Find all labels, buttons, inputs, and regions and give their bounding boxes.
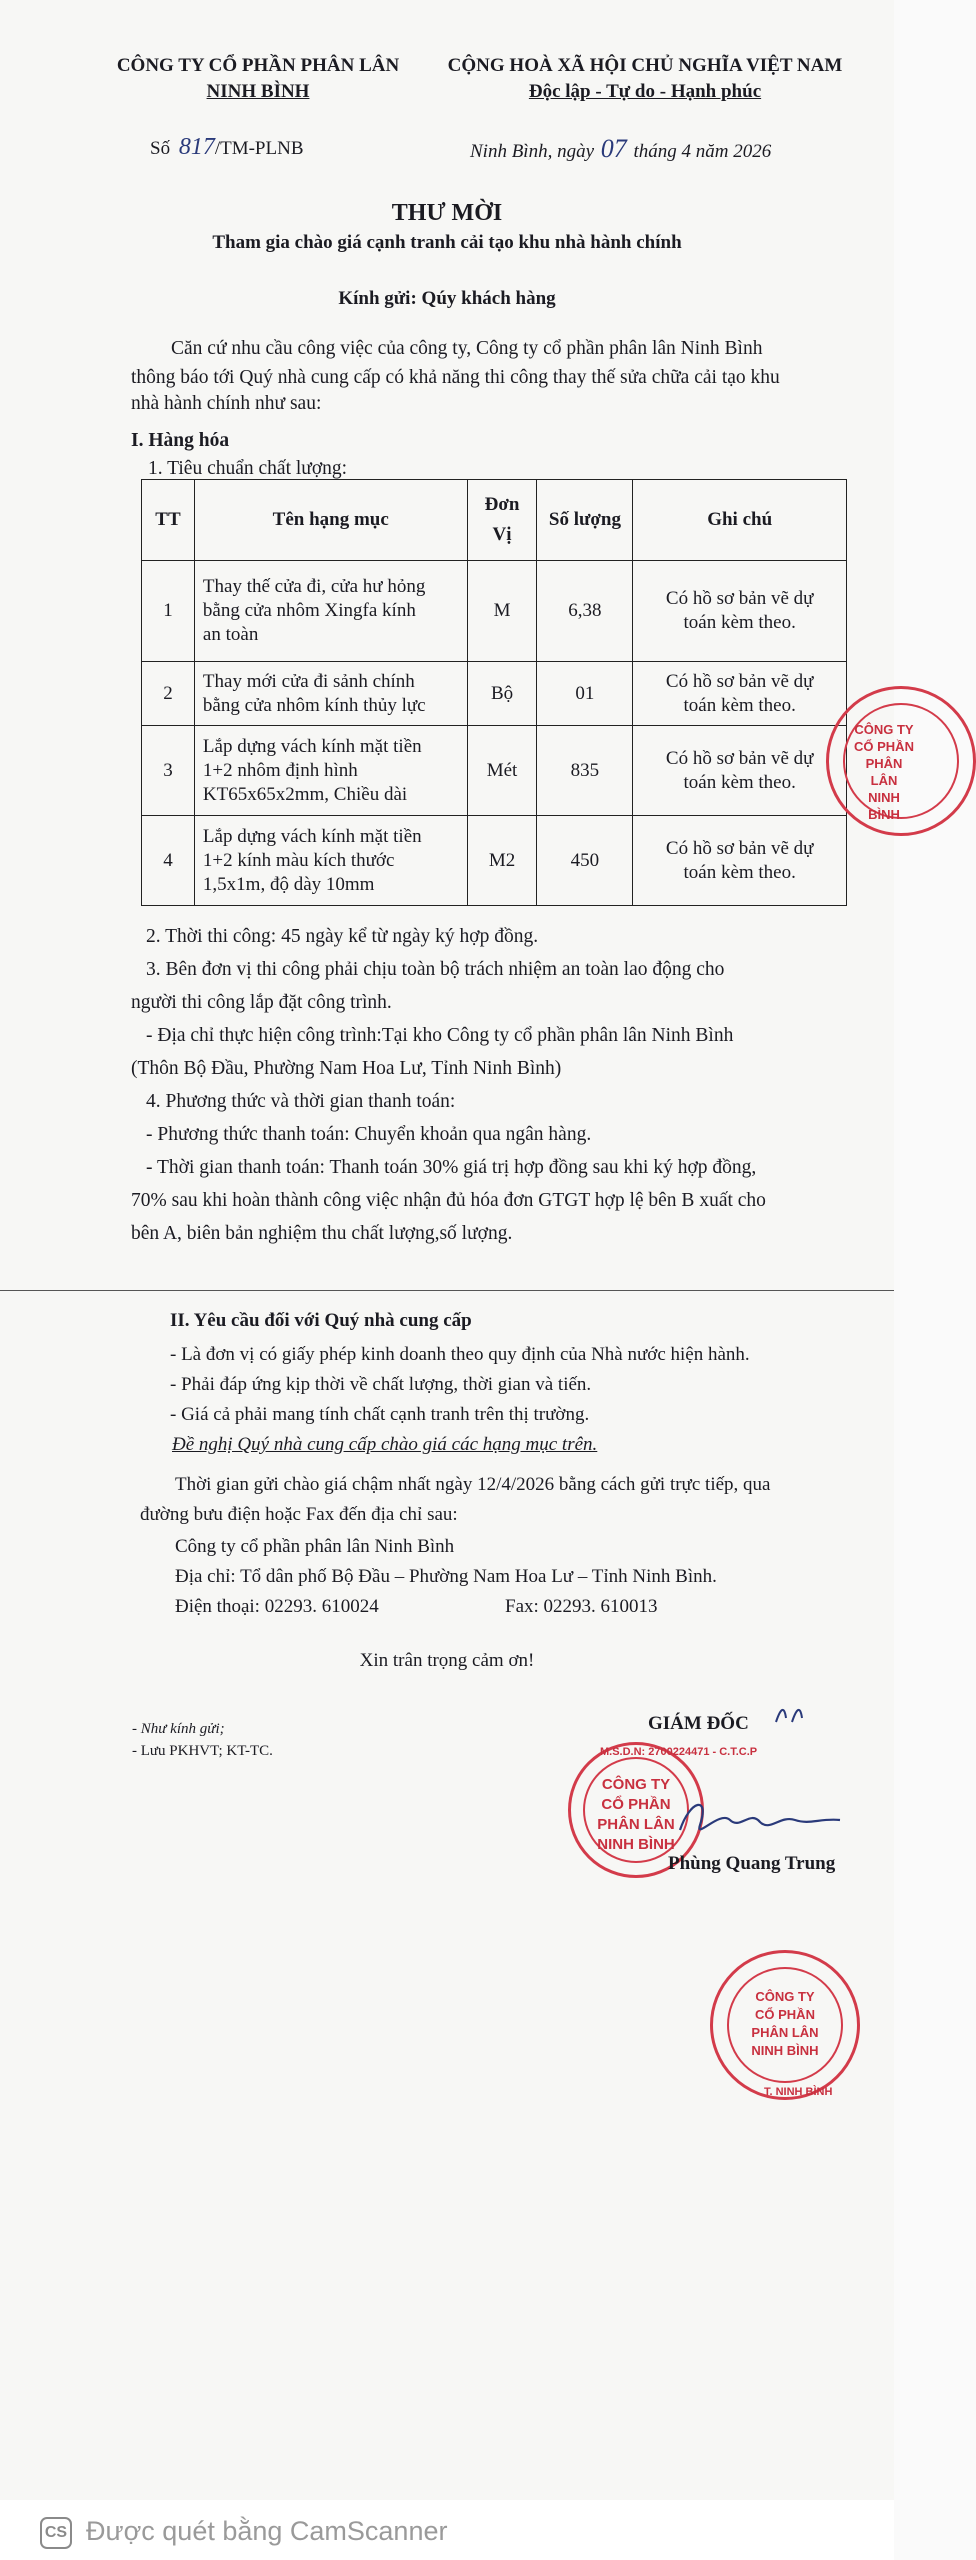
row-note xyxy=(633,816,847,906)
stamp-line: PHÂN LÂN xyxy=(597,1816,675,1833)
section2-heading: II. Yêu cầu đối với Quý nhà cung cấp xyxy=(170,1310,472,1331)
row-note-line: Có hồ sơ bản vẽ dự xyxy=(665,670,814,692)
row-note-line: toán kèm theo. xyxy=(683,861,796,883)
row-qty: 450 xyxy=(537,816,633,906)
row-tt: 1 xyxy=(142,561,195,662)
row-name xyxy=(194,561,467,662)
stamp-line: CÔNG TY xyxy=(854,722,914,737)
stamp-line: NINH BÌNH xyxy=(597,1836,675,1853)
row-qty: 835 xyxy=(537,726,633,816)
row-note-line: Có hồ sơ bản vẽ dự xyxy=(665,747,814,769)
contact-block xyxy=(175,1532,855,1622)
partial-stamp-text xyxy=(854,721,914,823)
contact-company: Công ty cổ phần phân lân Ninh Bình xyxy=(175,1536,455,1557)
row-name xyxy=(194,662,467,726)
row-note xyxy=(633,561,847,662)
intro-line: nhà hành chính như sau: xyxy=(131,393,322,414)
deadline-line: Thời gian gửi chào giá chậm nhất ngày 12/4/2026 bằng cách gửi trực tiếp, qua xyxy=(175,1474,771,1495)
recipient-line: - Lưu PKHVT; KT-TC. xyxy=(132,1743,273,1759)
term-time: 2. Thời thi công: 45 ngày kể từ ngày ký hợp đồng. xyxy=(146,926,539,947)
row-tt: 2 xyxy=(142,662,195,726)
row-name-line: Thay mới cửa đi sảnh chính xyxy=(202,670,415,692)
row-name-line: KT65x65x2mm, Chiều dài xyxy=(202,783,408,805)
row-qty: 6,38 xyxy=(537,561,633,662)
row-qty: 01 xyxy=(537,662,633,726)
header-unit-line2: Vị xyxy=(492,524,512,545)
row-note-line: Có hồ sơ bản vẽ dự xyxy=(665,837,814,859)
row-unit: M xyxy=(467,561,537,662)
header-tt: TT xyxy=(142,480,195,561)
stamp-line: CỔ PHẦN xyxy=(854,739,914,754)
row-unit: Bộ xyxy=(467,662,537,726)
term-payment-head: 4. Phương thức và thời gian thanh toán: xyxy=(146,1091,456,1112)
header-name: Tên hạng mục xyxy=(194,480,467,561)
term-safety: người thi công lắp đặt công trình. xyxy=(131,992,392,1013)
row-name-line: bằng cửa nhôm Xingfa kính xyxy=(202,600,416,621)
nation-line1: CỘNG HOÀ XÃ HỘI CHỦ NGHĨA VIỆT NAM xyxy=(447,55,843,76)
stamp-bottom-text: T. NINH BÌNH xyxy=(764,2086,833,2098)
contact-address: Địa chỉ: Tổ dân phố Bộ Đầu – Phường Nam Hoa Lư – Tỉnh Ninh Bình. xyxy=(175,1566,717,1587)
row-name xyxy=(194,726,467,816)
company-line2: NINH BÌNH xyxy=(206,81,310,102)
table-row xyxy=(142,662,847,726)
row-name-line: Lắp dựng vách kính mặt tiền xyxy=(202,735,422,757)
deadline-block xyxy=(140,1470,860,1530)
deadline-line: đường bưu điện hoặc Fax đến địa chỉ sau: xyxy=(140,1504,458,1525)
row-name xyxy=(194,816,467,906)
row-note-line: toán kèm theo. xyxy=(683,612,796,633)
camscanner-logo-icon: CS xyxy=(40,2517,72,2549)
requirement-item: - Là đơn vị có giấy phép kinh doanh theo quy định của Nhà nước hiện hành. xyxy=(170,1344,750,1365)
stamp-line: PHÂN LÂN xyxy=(865,756,903,788)
stamp-ring-text: M.S.D.N: 2700224471 - C.T.C.P xyxy=(600,1746,758,1758)
term-payment-method: - Phương thức thanh toán: Chuyển khoản qua ngân hàng. xyxy=(146,1124,592,1145)
contact-fax: Fax: 02293. 610013 xyxy=(505,1596,658,1617)
stamp-line: NINH BÌNH xyxy=(868,790,900,822)
page-break-line xyxy=(0,1290,894,1291)
date-day-handwritten: 07 xyxy=(600,134,627,163)
table-row xyxy=(142,561,847,662)
terms-block xyxy=(131,920,861,1250)
row-tt: 4 xyxy=(142,816,195,906)
stamp-line: CÔNG TY xyxy=(601,1776,671,1793)
company-line1: CÔNG TY CỔ PHẦN PHÂN LÂN xyxy=(116,55,400,76)
document-date xyxy=(470,134,771,164)
stamp-line: CỔ PHẦN xyxy=(755,2007,815,2022)
lower-partial-stamp xyxy=(751,1950,894,2110)
signer-name: Phùng Quang Trung xyxy=(668,1853,836,1874)
signature-scribble xyxy=(670,1790,850,1850)
row-name-line: Lắp dựng vách kính mặt tiền xyxy=(202,825,422,847)
section1-subheading: 1. Tiêu chuẩn chất lượng: xyxy=(148,458,348,479)
partial-stamp-edge xyxy=(826,686,914,854)
reference-number xyxy=(150,134,304,161)
intro-line: thông báo tới Quý nhà cung cấp có khả năng thi công thay thế sửa chữa cải tạo khu xyxy=(131,367,780,388)
row-note-line: toán kèm theo. xyxy=(683,694,796,716)
term-location: - Địa chỉ thực hiện công trình:Tại kho Công ty cổ phần phân lân Ninh Bình xyxy=(146,1025,734,1046)
date-suffix: tháng 4 năm 2026 xyxy=(633,141,772,162)
section1-heading: I. Hàng hóa xyxy=(131,430,230,451)
term-location: (Thôn Bộ Đầu, Phường Nam Hoa Lư, Tỉnh Ninh Bình) xyxy=(131,1058,562,1079)
ref-suffix: /TM-PLNB xyxy=(214,138,304,159)
partial-stamp-text xyxy=(750,1988,820,2060)
header-qty: Số lượng xyxy=(537,480,633,561)
row-name-line: bằng cửa nhôm kính thủy lực xyxy=(202,694,426,716)
recipients xyxy=(132,1718,273,1762)
row-tt: 3 xyxy=(142,726,195,816)
section2-requirements xyxy=(170,1340,860,1430)
stamp-line: CÔNG TY xyxy=(755,1989,815,2004)
table-row xyxy=(142,816,847,906)
term-payment-time: 70% sau khi hoàn thành công việc nhận đủ hóa đơn GTGT hợp lệ bên B xuất cho xyxy=(131,1190,766,1211)
ref-prefix: Số xyxy=(150,138,171,159)
row-unit: Mét xyxy=(467,726,537,816)
stamp-line: PHÂN LÂN xyxy=(751,2025,819,2040)
national-motto xyxy=(435,55,855,103)
recipient-line: - Như kính gửi; xyxy=(132,1721,225,1737)
row-note xyxy=(633,662,847,726)
table-header-row xyxy=(142,480,847,561)
letter-title: THƯ MỜI xyxy=(391,200,503,226)
date-prefix: Ninh Bình, ngày xyxy=(470,141,595,162)
ref-handwritten-number: 817 xyxy=(178,134,215,160)
items-table xyxy=(141,479,847,906)
row-note-line: Có hồ sơ bản vẽ dự xyxy=(665,588,814,609)
row-note-line: toán kèm theo. xyxy=(683,771,796,793)
contact-phone-fax xyxy=(175,1592,855,1622)
nation-line2: Độc lập - Tự do - Hạnh phúc xyxy=(528,81,762,102)
term-payment-time: bên A, biên bản nghiệm thu chất lượng,số lượng. xyxy=(131,1223,513,1244)
initials-mark xyxy=(770,1700,820,1730)
header-unit-line1: Đơn xyxy=(484,494,520,515)
greeting: Kính gửi: Qúy khách hàng xyxy=(338,288,556,309)
stamp-line: NINH BÌNH xyxy=(751,2043,819,2058)
request-line: Đề nghị Quý nhà cung cấp chào giá các hạng mục trên. xyxy=(172,1434,598,1455)
header-note: Ghi chú xyxy=(633,480,847,561)
requirement-item: - Phải đáp ứng kịp thời về chất lượng, thời gian và tiến. xyxy=(170,1374,592,1395)
contact-phone: Điện thoại: 02293. 610024 xyxy=(175,1596,379,1617)
row-name-line: an toàn xyxy=(202,624,259,645)
signature-title: GIÁM ĐỐC xyxy=(648,1713,749,1734)
stamp-line: CỔ PHẦN xyxy=(601,1796,671,1813)
table-row xyxy=(142,726,847,816)
row-note xyxy=(633,726,847,816)
row-name-line: 1+2 nhôm định hình xyxy=(202,759,358,781)
row-name-line: Thay thế cửa đi, cửa hư hỏng xyxy=(202,576,426,597)
header-unit xyxy=(467,480,537,561)
term-payment-time: - Thời gian thanh toán: Thanh toán 30% giá trị hợp đồng sau khi ký hợp đồng, xyxy=(146,1157,757,1178)
row-name-line: 1+2 kính màu kích thước xyxy=(202,849,395,871)
letter-subtitle: Tham gia chào giá cạnh tranh cải tạo khu nhà hành chính xyxy=(212,232,682,253)
intro-paragraph xyxy=(131,332,851,417)
row-name-line: 1,5x1m, độ dày 10mm xyxy=(202,873,375,895)
term-safety: 3. Bên đơn vị thi công phải chịu toàn bộ trách nhiệm an toàn lao động cho xyxy=(146,959,725,980)
thanks-line: Xin trân trọng cảm ơn! xyxy=(359,1650,535,1671)
camscanner-watermark: Được quét bằng CamScanner xyxy=(86,2516,448,2546)
intro-line: Căn cứ nhu cầu công việc của công ty, Công ty cổ phần phân lân Ninh Bình xyxy=(171,338,763,359)
row-unit: M2 xyxy=(467,816,537,906)
requirement-item: - Giá cả phải mang tính chất cạnh tranh trên thị trường. xyxy=(170,1404,590,1425)
company-name xyxy=(108,55,408,103)
